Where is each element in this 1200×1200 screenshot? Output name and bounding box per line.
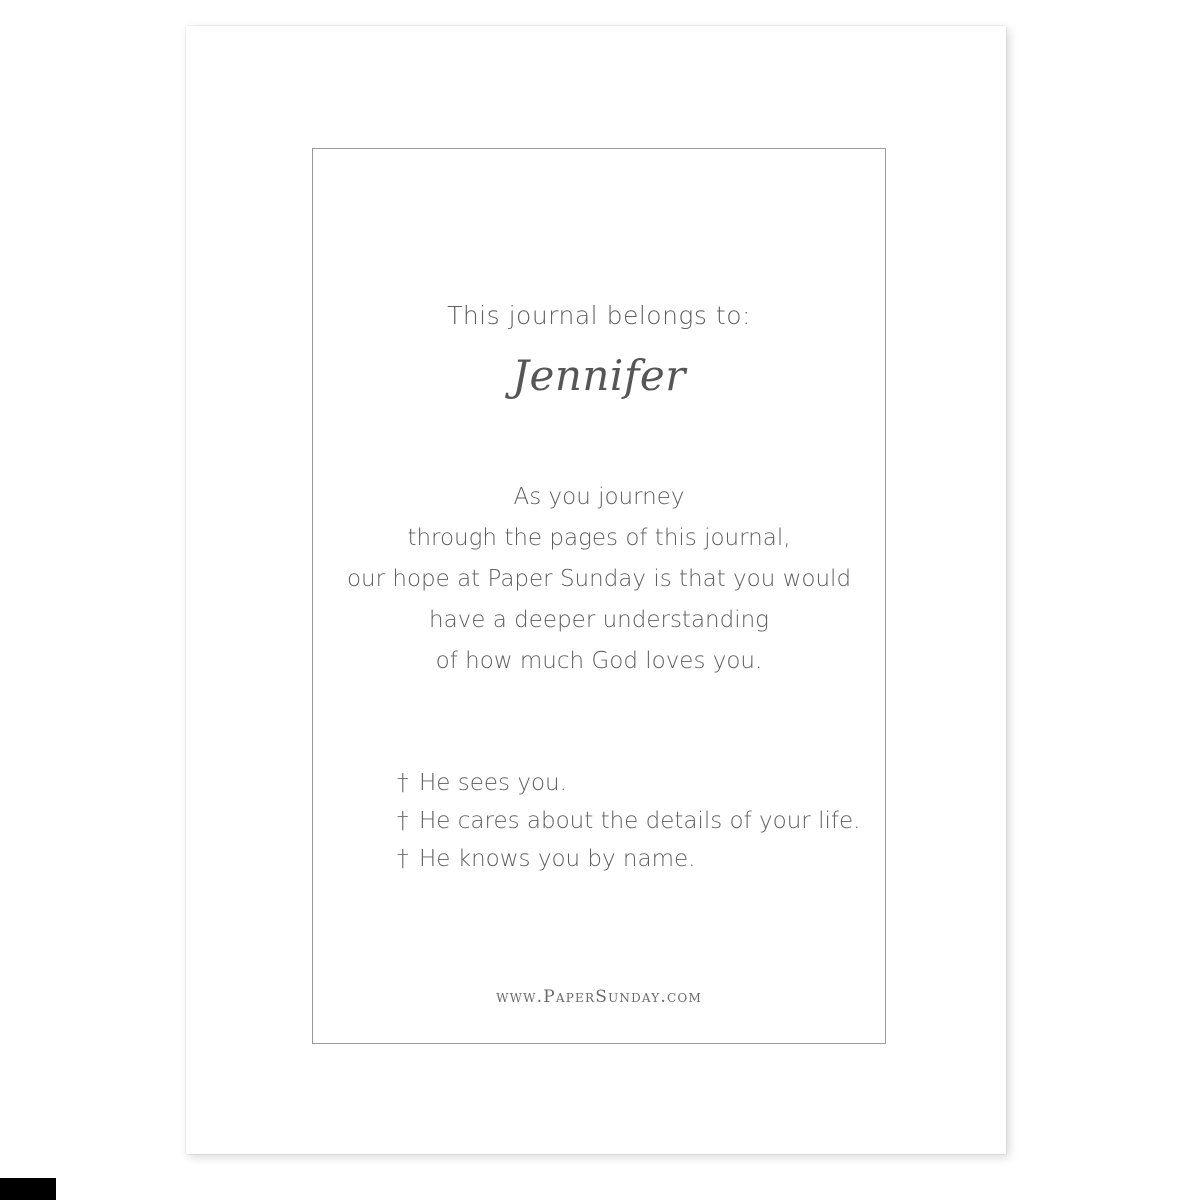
list-item-label: He sees you. xyxy=(419,770,567,796)
list-item xyxy=(397,840,857,878)
corner-mark xyxy=(0,1178,56,1200)
journal-page-sheet xyxy=(186,26,1006,1154)
cross-icon: † xyxy=(397,846,409,872)
page-inner-border xyxy=(312,148,886,1044)
website-url: www.PaperSunday.com xyxy=(496,987,702,1007)
blessing-line: through the pages of this journal, xyxy=(407,525,791,551)
belongs-to-line: This journal belongs to: xyxy=(447,301,751,330)
blessing-line: have a deeper understanding xyxy=(429,607,769,633)
truth-list xyxy=(397,764,861,878)
blessing-line: As you journey xyxy=(513,484,685,510)
cross-icon: † xyxy=(397,808,409,834)
list-item xyxy=(397,802,861,840)
list-item xyxy=(397,764,857,802)
owner-name: Jennifer xyxy=(512,351,686,400)
blessing-line: our hope at Paper Sunday is that you would xyxy=(346,566,852,592)
list-item-label: He knows you by name. xyxy=(419,846,696,872)
blessing-paragraph xyxy=(313,477,885,682)
cross-icon: † xyxy=(397,770,409,796)
page-content xyxy=(313,149,885,1043)
list-item-label: He cares about the details of your life. xyxy=(419,808,861,834)
blessing-line: of how much God loves you. xyxy=(435,648,763,674)
